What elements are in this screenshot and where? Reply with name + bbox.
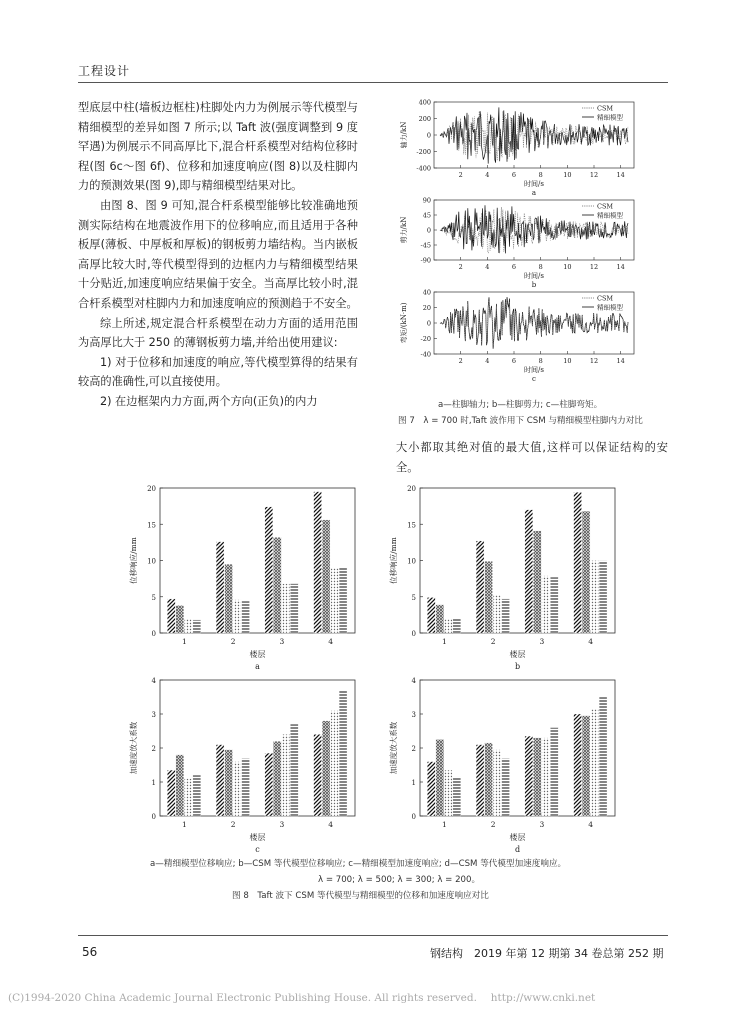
paragraph-4: 1) 对于位移和加速度的响应,等代模型算得的结果有较高的准确性,可以直接使用。 [78,355,358,389]
bar-b-s0-c0 [427,597,435,633]
legend-label-fine: 精细模型 [597,303,623,312]
bar-d-s1-c2 [533,738,541,816]
y-axis-label: 轴力/kN [400,121,408,149]
x-tick-label: 4 [328,637,334,646]
y-tick-label: 0 [411,630,416,638]
x-axis-label: 楼层 [509,833,526,842]
y-tick-label: -45 [420,241,431,250]
paragraph-2: 由图 8、图 9 可知,混合杆系模型能够比较准确地预测实际结构在地震波作用下的位移响应,而且适用于各种板厚(薄板、中厚板和厚板)的钢板剪力墙结构。当内嵌板高厚比较大时,等代模型得到的边框内力与精细模型结果十分贴近,加速度响应结果偏于安全。当高厚比较小时,混合杆系模型对柱脚内力和加速度响应的预测趋于不安全。 [78,198,358,310]
left-column-text [78,98,358,412]
x-tick-label: 4 [588,820,594,829]
figure-7-time-history [390,96,670,396]
x-axis-label: 楼层 [509,650,526,659]
panel-label: a [531,189,537,197]
y-tick-label: 0 [426,131,431,140]
bar-a-s2-c2 [282,584,290,633]
x-tick-label: 4 [485,171,490,179]
header-rule [78,82,668,83]
bar-c-s2-c2 [282,734,290,816]
figure-7-caption: 图 7 λ = 700 时,Taft 波作用下 CSM 与精细模型柱脚内力对比 [398,416,643,426]
chart-c [128,677,355,854]
bar-d-s2-c3 [591,709,599,816]
bar-d-s1-c1 [485,743,493,816]
bar-a-s3-c3 [339,568,347,633]
legend-label-csm: CSM [597,104,614,113]
x-tick-label: 2 [230,820,236,829]
x-tick-label: 12 [589,357,599,365]
y-tick-label: 3 [411,711,416,719]
bar-c-s1-c1 [225,750,233,816]
bar-d-s2-c0 [444,770,452,816]
bar-c-s1-c0 [176,755,184,816]
legend-label-csm: CSM [597,202,614,211]
bar-a-s2-c3 [331,568,339,633]
legend-label-csm: CSM [597,294,614,303]
x-tick-label: 14 [616,357,625,365]
panel-label: c [532,375,536,383]
journal-info: 钢结构 2019 年第 12 期第 34 卷总第 252 期 [430,947,664,960]
bar-b-s2-c2 [542,576,550,633]
bar-b-s0-c2 [525,510,533,633]
x-axis-label: 时间/s [524,180,544,188]
bar-d-s2-c1 [493,750,501,816]
bar-c-s3-c1 [242,758,250,816]
figure-7-subcaption: a—柱脚轴力; b—柱脚剪力; c—柱脚弯矩。 [438,400,603,410]
bar-d-s1-c3 [582,716,590,816]
y-tick-label: 5 [151,593,156,602]
footer-rule [78,935,668,936]
copyright-notice: (C)1994-2020 China Academic Journal Electronic Publishing House. All rights reserved. http://www.cnki.net [8,992,596,1004]
y-tick-label: -40 [420,350,431,359]
x-tick-label: 8 [538,357,543,365]
x-axis-label: 楼层 [249,833,266,842]
bar-d-s3-c1 [502,758,510,816]
bar-d-s3-c0 [453,777,461,816]
right-paragraph: 大小都取其绝对值的最大值,这样可以保证结构的安全。 [396,441,668,474]
bar-a-s1-c2 [273,537,281,633]
x-tick-label: 10 [563,171,572,179]
y-axis-label: 弯矩/(kN·m) [400,302,408,344]
bar-b-s2-c0 [444,619,452,634]
paragraph-3: 综上所述,规定混合杆系模型在动力方面的适用范围为高厚比大于 250 的薄钢板剪力墙,并给出使用建议: [78,316,358,350]
y-tick-label: 40 [422,288,431,297]
y-tick-label: 20 [407,485,416,493]
bar-a-s2-c0 [184,619,192,633]
x-tick-label: 4 [588,637,594,646]
y-tick-label: 20 [422,304,431,312]
x-tick-label: 1 [181,820,187,829]
x-tick-label: 3 [279,820,285,829]
x-tick-label: 8 [538,263,543,271]
y-tick-label: 20 [147,485,156,493]
paragraph-5: 2) 在边框架内力方面,两个方向(正负)的内力 [100,394,318,408]
bar-a-s1-c0 [176,605,184,633]
y-tick-label: 3 [151,711,156,719]
bar-b-s2-c3 [591,561,599,634]
x-tick-label: 8 [538,171,543,179]
x-tick-label: 2 [490,637,496,646]
x-tick-label: 2 [458,357,463,365]
x-tick-label: 10 [563,263,572,271]
bar-c-s2-c1 [233,762,241,816]
y-tick-label: -400 [416,164,431,173]
x-tick-label: 2 [230,637,236,646]
time-history-b [399,197,634,290]
panel-label: c [255,845,260,854]
x-tick-label: 3 [539,820,545,829]
x-tick-label: 14 [616,171,625,179]
bar-c-s3-c2 [290,724,298,816]
bar-b-s3-c1 [502,599,510,633]
y-tick-label: 0 [426,226,431,235]
panel-label: b [514,662,521,671]
bar-d-s0-c1 [476,745,484,816]
bar-b-s3-c2 [550,577,558,633]
x-axis-label: 时间/s [524,272,544,280]
bar-b-s3-c0 [453,619,461,634]
x-tick-label: 2 [458,263,463,271]
bar-b-s0-c3 [574,492,582,633]
bar-c-s2-c3 [331,711,339,816]
bar-d-s0-c3 [574,714,582,816]
y-tick-label: 400 [418,98,431,107]
x-tick-label: 10 [563,357,572,365]
x-tick-label: 1 [441,637,447,646]
x-tick-label: 1 [441,820,447,829]
bar-d-s3-c3 [599,697,607,816]
bar-b-s1-c0 [436,605,444,633]
figure-8-subcaption: a—精细模型位移响应; b—CSM 等代模型位移响应; c—精细模型加速度响应; d—CSM 等代模型加速度响应。 [150,859,567,869]
bar-a-s1-c1 [225,564,233,633]
bar-b-s1-c2 [533,531,541,633]
bar-d-s0-c2 [525,736,533,816]
chart-a [128,485,355,671]
figure-8-caption: 图 8 Taft 波下 CSM 等代模型与精细模型的位移和加速度响应对比 [232,891,489,901]
bar-a-s0-c0 [167,599,175,633]
panel-label: a [255,662,260,671]
bar-b-s2-c1 [493,595,501,633]
bar-a-s1-c3 [322,520,330,633]
y-tick-label: 5 [411,593,416,602]
bar-c-s3-c3 [339,690,347,816]
page-number: 56 [82,945,98,959]
y-tick-label: 10 [147,557,156,566]
figure-8-lambda-legend: λ = 700; λ = 500; λ = 300; λ = 200。 [318,875,481,885]
y-tick-label: 10 [407,557,416,566]
bar-b-s1-c1 [485,561,493,633]
y-axis-label: 位移响应/mm [389,537,398,584]
y-tick-label: 90 [422,196,431,205]
time-history-a [399,99,634,198]
bar-a-s2-c1 [233,600,241,633]
x-axis-label: 时间/s [524,366,544,374]
y-tick-label: 15 [147,521,156,530]
time-history-c [399,289,634,384]
x-tick-label: 3 [279,637,285,646]
x-tick-label: 3 [539,637,545,646]
y-tick-label: 15 [407,521,416,530]
y-axis-label: 位移响应/mm [129,537,138,584]
x-tick-label: 12 [589,263,599,271]
x-tick-label: 2 [458,171,463,179]
bar-c-s2-c0 [184,779,192,816]
y-tick-label: 0 [151,813,156,821]
y-tick-label: 0 [151,630,156,638]
y-tick-label: 45 [422,211,431,220]
bar-d-s1-c0 [436,740,444,817]
x-tick-label: 6 [511,263,517,271]
y-tick-label: 4 [411,677,416,685]
bar-b-s3-c3 [599,561,607,634]
y-tick-label: 4 [151,677,156,685]
bar-a-s0-c1 [216,542,224,633]
y-axis-label: 加速度放大系数 [129,721,138,775]
bar-a-s0-c3 [314,492,322,633]
bar-c-s0-c1 [216,745,224,816]
bar-b-s0-c1 [476,541,484,633]
bar-c-s1-c2 [273,741,281,816]
x-tick-label: 4 [485,357,490,365]
legend-label-fine: 精细模型 [597,211,623,220]
bar-b-s1-c3 [582,511,590,633]
bar-d-s0-c0 [427,762,435,816]
x-axis-label: 楼层 [249,650,266,659]
y-tick-label: 2 [411,745,416,753]
panel-label: d [514,845,521,854]
bar-a-s3-c2 [290,584,298,633]
x-tick-label: 1 [181,637,187,646]
y-tick-label: 2 [151,745,156,753]
x-tick-label: 14 [616,263,625,271]
x-tick-label: 6 [511,171,517,179]
legend-label-fine: 精细模型 [597,113,623,122]
x-tick-label: 4 [328,820,334,829]
x-tick-label: 6 [511,357,517,365]
figure-8-bar-charts [120,478,640,854]
panel-label: b [531,281,537,289]
bar-c-s1-c3 [322,721,330,816]
right-column-text [396,438,668,477]
y-tick-label: 0 [411,813,416,821]
running-header: 工程设计 [78,64,131,78]
bar-d-s2-c2 [542,738,550,816]
chart-d [388,677,615,854]
paragraph-1: 型底层中柱(墙板边框柱)柱脚处内力为例展示等代模型与精细模型的差异如图 7 所示;以 Taft 波(强度调整到 9 度罕遇)为例展示不同高厚比下,混合杆系模型对结构位移时程(图 6c～图 6f)、位移和加速度响应(图 8)以及柱脚内力的预测效果(图 9),即与精细模型结果对比。 [78,101,358,193]
y-tick-label: 1 [411,779,416,787]
bar-c-s0-c0 [167,770,175,816]
y-axis-label: 剪力/kN [400,216,408,244]
x-tick-label: 4 [485,263,490,271]
x-tick-label: 12 [589,171,599,179]
x-tick-label: 2 [490,820,496,829]
y-tick-label: -90 [420,256,431,265]
bar-a-s3-c0 [193,620,201,633]
bar-a-s3-c1 [242,601,250,633]
bar-c-s3-c0 [193,775,201,816]
bar-c-s0-c3 [314,734,322,816]
y-tick-label: 1 [151,779,156,787]
chart-b [388,485,615,671]
y-tick-label: 200 [418,115,431,123]
bar-c-s0-c2 [265,753,273,816]
y-tick-label: -200 [416,148,431,156]
bar-a-s0-c2 [265,507,273,633]
y-tick-label: 0 [426,319,431,328]
bar-d-s3-c2 [550,728,558,816]
y-axis-label: 加速度放大系数 [389,721,398,775]
y-tick-label: -20 [420,335,431,343]
